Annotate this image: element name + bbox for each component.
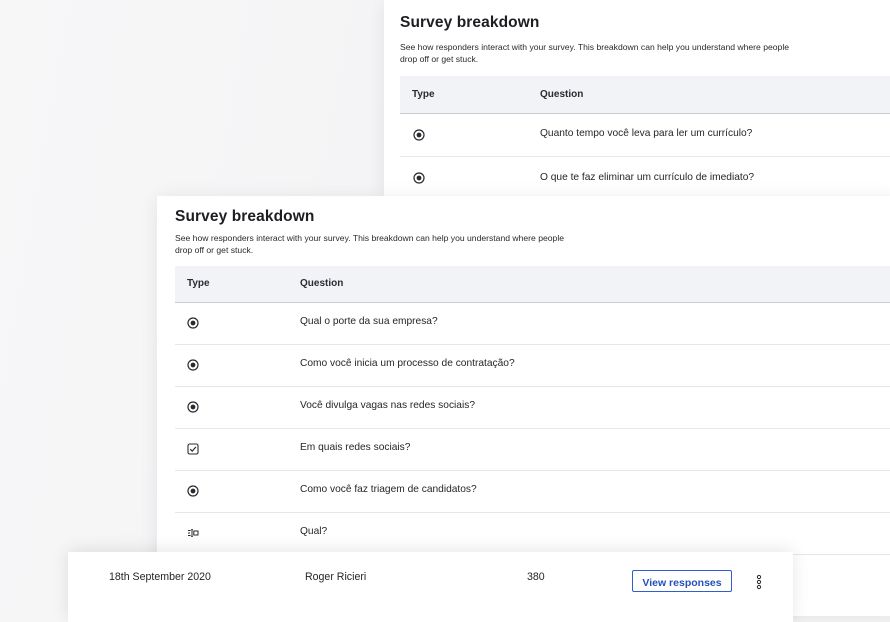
description-line: See how responders interact with your survey. This breakdown can help you understand where people (175, 233, 565, 243)
card-description (400, 41, 789, 65)
response-count: 380 (527, 571, 545, 583)
question-text: Como você faz triagem de candidatos? (300, 484, 477, 495)
table-row[interactable] (400, 157, 890, 196)
card-title: Survey breakdown (175, 208, 315, 225)
radio-icon (413, 172, 425, 184)
table-row[interactable] (175, 303, 890, 345)
table-row[interactable] (175, 429, 890, 471)
description-line: drop off or get stuck. (400, 54, 479, 64)
description-line: drop off or get stuck. (175, 245, 254, 255)
column-header-question: Question (300, 278, 344, 289)
table-row[interactable] (400, 114, 890, 157)
table-header (400, 76, 890, 114)
question-text: Como você inicia um processo de contratação? (300, 358, 515, 369)
radio-icon (413, 129, 425, 141)
column-header-question: Question (540, 89, 584, 100)
card-description (175, 232, 564, 256)
table-row[interactable] (175, 345, 890, 387)
response-date: 18th September 2020 (109, 571, 211, 583)
table-row[interactable] (175, 387, 890, 429)
radio-icon (187, 317, 199, 329)
checkbox-icon (187, 443, 199, 455)
radio-icon (187, 359, 199, 371)
card-title: Survey breakdown (400, 14, 540, 31)
question-text: Quanto tempo você leva para ler um currículo? (540, 128, 753, 139)
short-text-icon (187, 527, 199, 539)
radio-icon (187, 485, 199, 497)
table-row[interactable] (175, 513, 890, 555)
table-header (175, 266, 890, 303)
radio-icon (187, 401, 199, 413)
table-row[interactable] (175, 471, 890, 513)
question-text: Você divulga vagas nas redes sociais? (300, 400, 475, 411)
question-text: Qual? (300, 526, 328, 537)
column-header-type: Type (187, 278, 210, 289)
response-row-card (68, 552, 793, 622)
responder-name: Roger Ricieri (305, 571, 367, 583)
question-text: Em quais redes sociais? (300, 442, 411, 453)
more-options-icon[interactable] (753, 574, 765, 590)
question-text: Qual o porte da sua empresa? (300, 316, 438, 327)
question-text: O que te faz eliminar um currículo de imediato? (540, 172, 755, 183)
description-line: See how responders interact with your survey. This breakdown can help you understand where people (400, 42, 790, 52)
column-header-type: Type (412, 89, 435, 100)
view-responses-button[interactable]: View responses (632, 570, 732, 592)
survey-breakdown-card-back (384, 0, 890, 196)
